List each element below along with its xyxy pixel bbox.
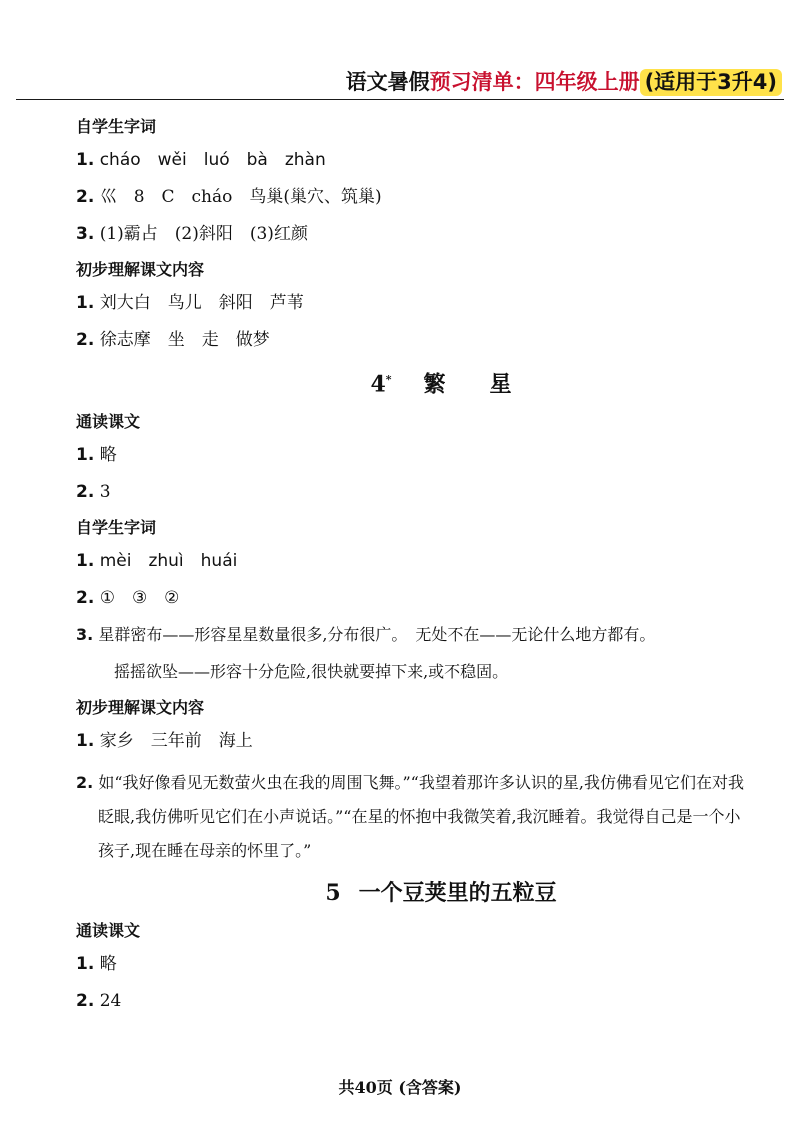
item-number: 2. (76, 482, 95, 503)
answer-line (76, 549, 756, 573)
section-heading: 初步理解课文内容 (76, 698, 205, 718)
item-text: 如“我好像看见无数萤火虫在我的周围飞舞。”“我望着那许多认识的星,我仿佛看见它们在对我眨眼,我仿佛听见它们在小声说话。”“在星的怀抱中我微笑着,我沉睡着。我觉得自己是一个小孩子,现在睡在母亲的怀里了。” (98, 773, 744, 861)
answer-line-continued (76, 660, 756, 684)
page-header (346, 66, 782, 96)
item-text: 3 (99, 482, 111, 503)
item-number: 3. (76, 625, 94, 645)
item-text: cháo wěi luó bà zhàn (99, 150, 326, 170)
answer-line (76, 222, 756, 246)
item-text: mèi zhuì huái (99, 551, 238, 572)
item-number: 1. (76, 445, 95, 466)
item-text: 刘大白 鸟儿 斜阳 芦苇 (99, 293, 304, 313)
item-text: ① ③ ② (99, 588, 180, 609)
item-text: 徐志摩 坐 走 做梦 (99, 330, 270, 350)
header-divider (16, 99, 784, 100)
item-text: 摇摇欲坠——形容十分危险,很快就要掉下来,或不稳固。 (114, 662, 509, 682)
answer-line (76, 185, 756, 209)
item-text: 星群密布——形容星星数量很多,分布很广。 无处不在——无论什么地方都有。 (98, 625, 656, 645)
answer-line (76, 623, 756, 647)
item-number: 2. (76, 187, 95, 207)
header-grade-badge: (适用于3升4) (640, 69, 782, 96)
answer-line (76, 291, 756, 315)
page-content (76, 116, 756, 1026)
section-heading: 通读课文 (76, 921, 141, 941)
item-number: 1. (76, 731, 95, 752)
answer-line (76, 480, 756, 504)
item-text: 24 (99, 991, 122, 1012)
answer-line (76, 443, 756, 467)
lesson-number: 5 (325, 880, 341, 907)
item-number: 1. (76, 150, 95, 170)
answer-line (76, 989, 756, 1013)
lesson-name: 繁 星 (423, 371, 512, 398)
answer-line (76, 729, 756, 753)
lesson-star-mark: * (385, 373, 392, 386)
item-number: 3. (76, 224, 95, 244)
item-number: 1. (76, 954, 95, 975)
item-text: 巛 8 C cháo 鸟巢(巢穴、筑巢) (99, 187, 382, 207)
header-title-part2: 预习清单：四年级上册 (429, 70, 640, 94)
section-heading: 自学生字词 (76, 117, 157, 136)
answer-line (76, 952, 756, 976)
answer-line (76, 586, 756, 610)
item-number: 1. (76, 293, 95, 313)
page-footer: 共40页 (含答案) (338, 1078, 462, 1097)
lesson-title (76, 365, 756, 399)
header-title-part1: 语文暑假 (345, 70, 430, 94)
item-text: (1)霸占 (2)斜阳 (3)红颜 (99, 224, 308, 244)
item-text: 略 (99, 445, 117, 466)
answer-line (76, 328, 756, 352)
item-number: 2. (76, 773, 94, 793)
answer-line (76, 148, 756, 172)
section-heading: 初步理解课文内容 (76, 260, 205, 279)
section-heading: 自学生字词 (76, 518, 157, 538)
lesson-number: 4 (370, 371, 386, 398)
lesson-name: 一个豆荚里的五粒豆 (358, 880, 557, 907)
item-text: 略 (99, 954, 117, 975)
item-number: 2. (76, 330, 95, 350)
answer-paragraph (76, 766, 756, 868)
lesson-title (76, 878, 756, 908)
section-heading: 通读课文 (76, 412, 141, 432)
item-number: 2. (76, 991, 95, 1012)
item-text: 家乡 三年前 海上 (99, 731, 253, 752)
item-number: 1. (76, 551, 95, 572)
item-number: 2. (76, 588, 95, 609)
